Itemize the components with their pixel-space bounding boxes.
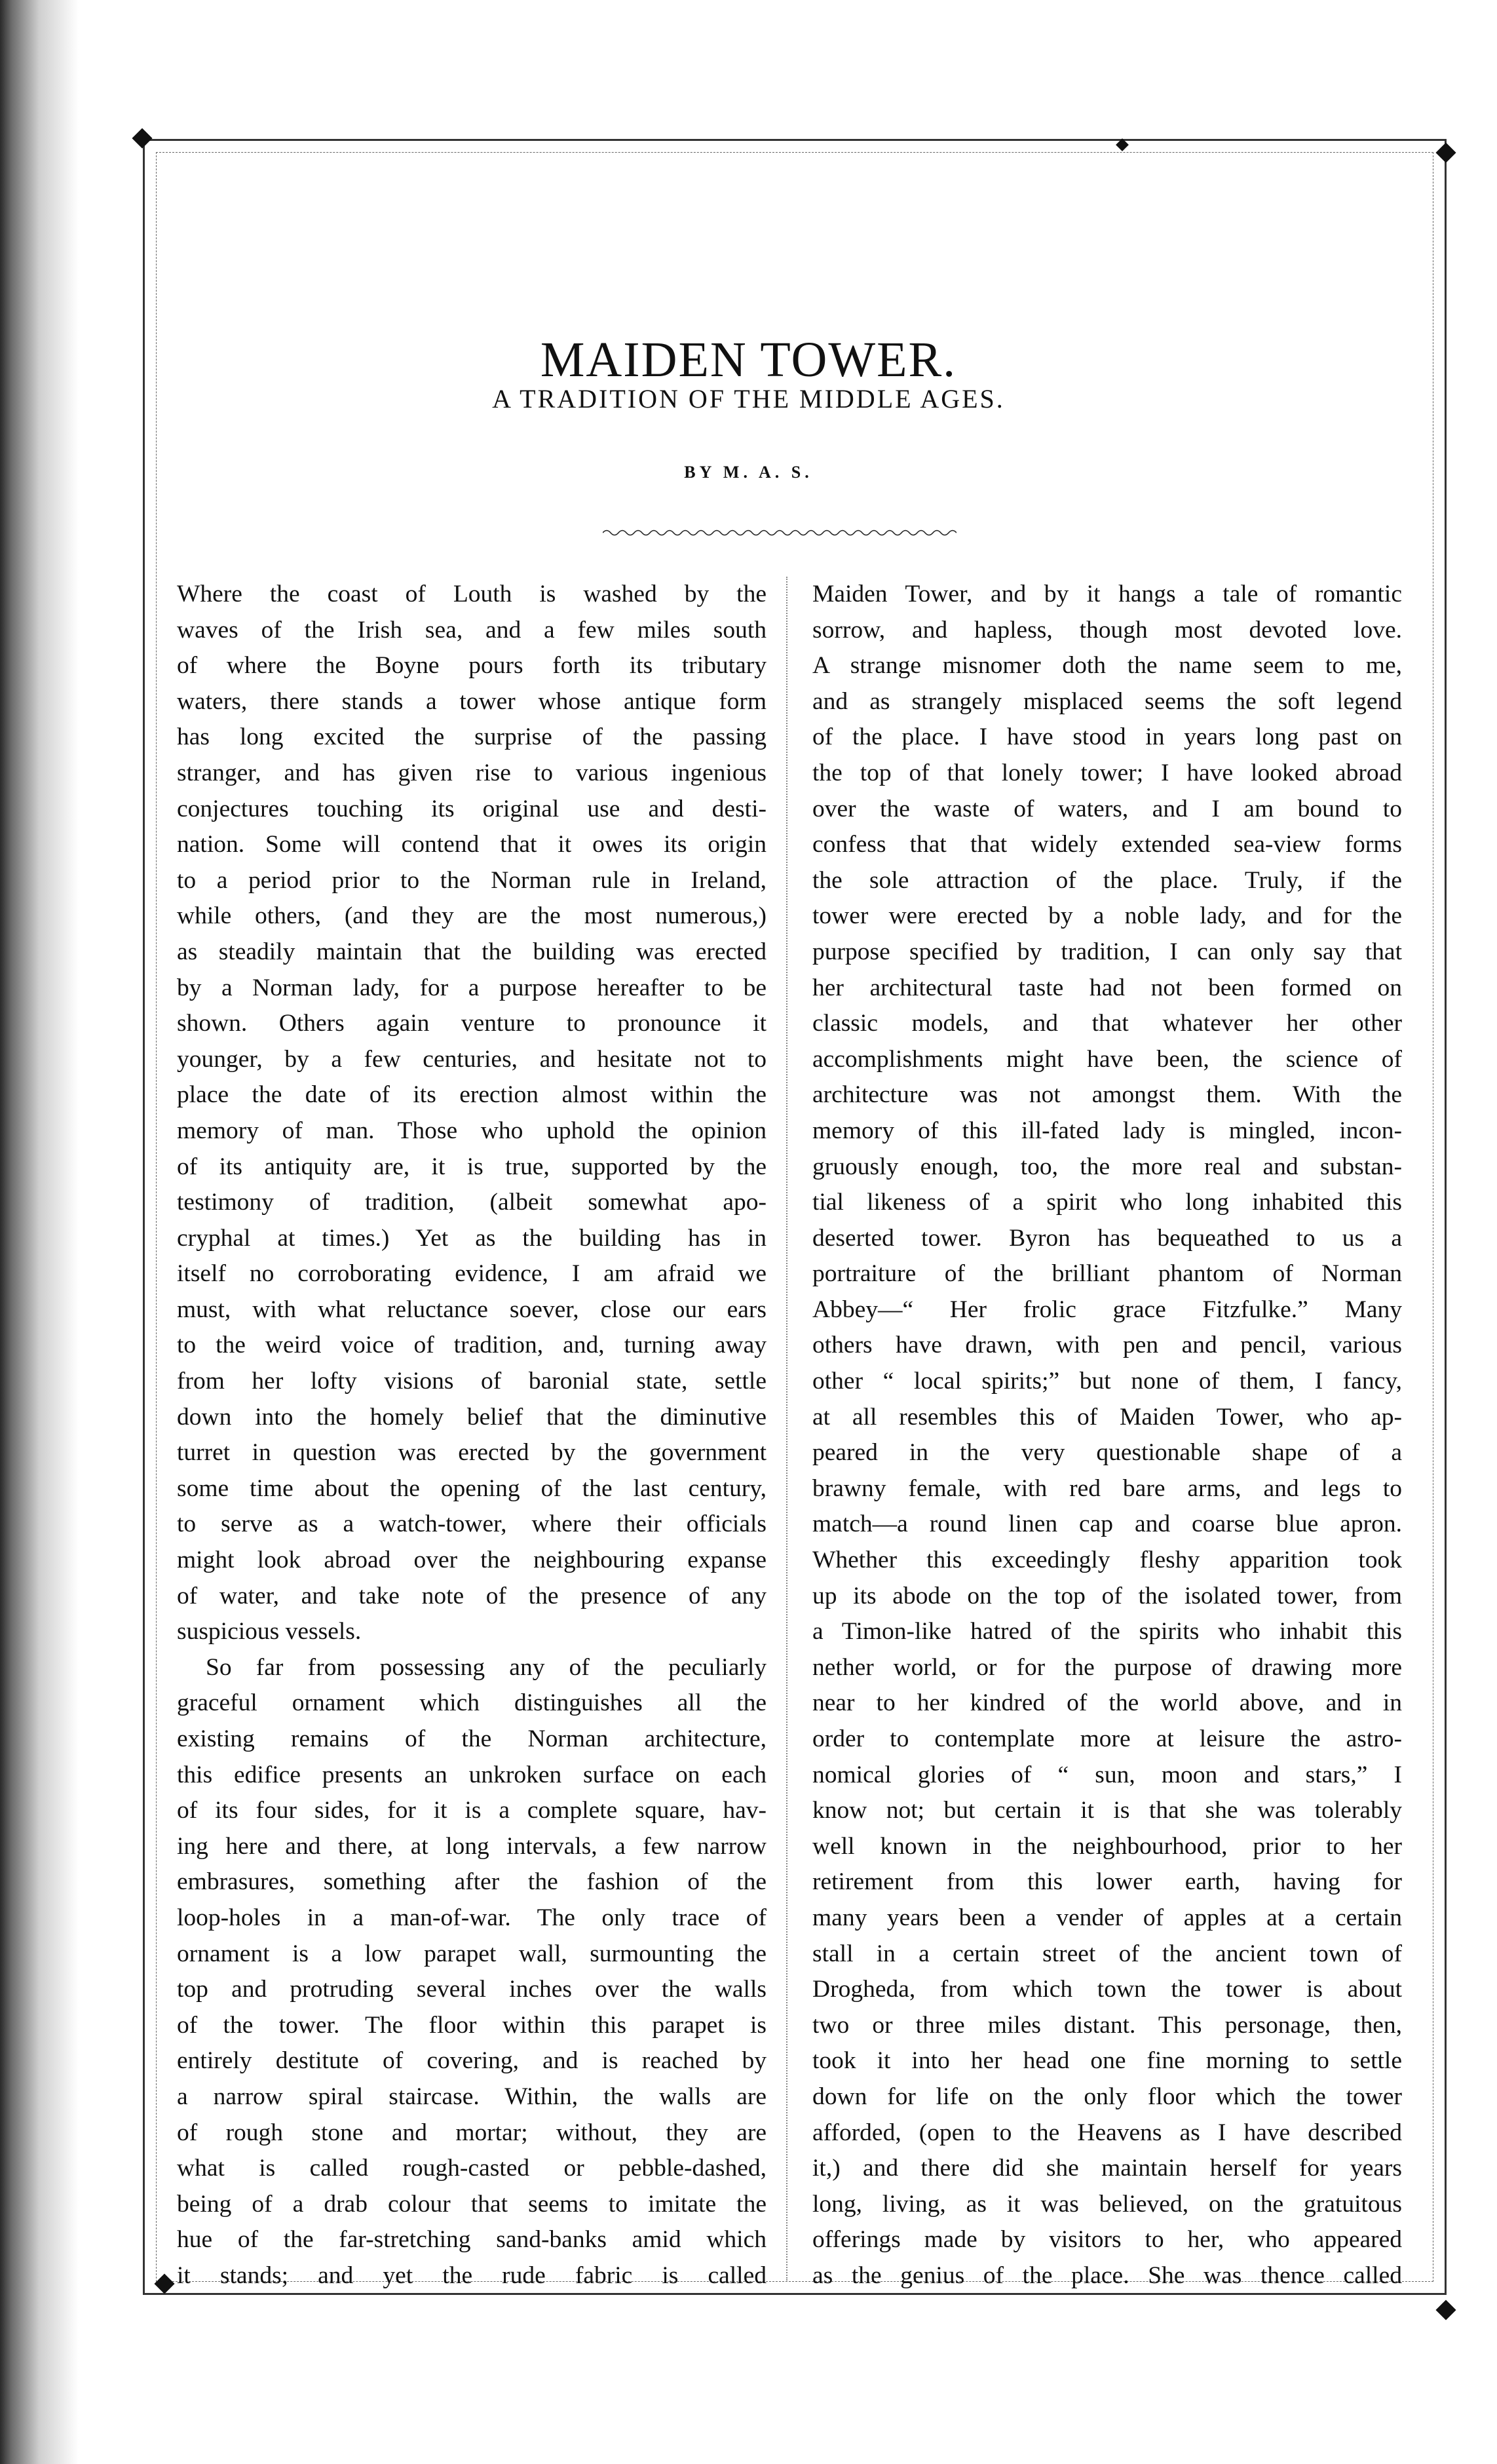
text-line: sorrow, and hapless, though most devoted love.: [812, 616, 1402, 644]
text-line: might look abroad over the neighbouring expanse: [177, 1547, 767, 1574]
text-line: and as strangely misplaced seems the soft legend: [812, 687, 1402, 715]
text-line: match—a round linen cap and coarse blue apron.: [812, 1511, 1402, 1538]
text-line: waves of the Irish sea, and a few miles south: [177, 616, 767, 644]
text-line: down into the homely belief that the diminutive: [177, 1403, 767, 1431]
text-line: of the place. I have stood in years long past on: [812, 723, 1402, 751]
text-line: of where the Boyne pours forth its tributary: [177, 652, 767, 680]
text-line: near to her kindred of the world above, and in: [812, 1689, 1402, 1717]
text-line: at all resembles this of Maiden Tower, who ap-: [812, 1403, 1402, 1431]
text-line: place the date of its erection almost within the: [177, 1081, 767, 1109]
text-line: as the genius of the place. She was thence called: [812, 2262, 1402, 2289]
text-line: her architectural taste had not been formed on: [812, 974, 1402, 1001]
text-line: as steadily maintain that the building was erected: [177, 938, 767, 965]
text-line: from her lofty visions of baronial state, settle: [177, 1368, 767, 1395]
text-line: being of a drab colour that seems to imitate the: [177, 2190, 767, 2218]
text-line: brawny female, with red bare arms, and legs to: [812, 1474, 1402, 1502]
text-line: offerings made by visitors to her, who appeared: [812, 2226, 1402, 2254]
text-line: So far from possessing any of the peculiarly: [206, 1653, 767, 1681]
text-line: a narrow spiral staircase. Within, the walls are: [177, 2083, 767, 2110]
text-line: of its antiquity are, it is true, supported by the: [177, 1153, 767, 1180]
text-line: A strange misnomer doth the name seem to me,: [812, 652, 1402, 680]
text-line: gruously enough, too, the more real and substan-: [812, 1153, 1402, 1180]
text-line: stranger, and has given rise to various ingenious: [177, 759, 767, 786]
text-line: ing here and there, at long intervals, a few narrow: [177, 1832, 767, 1860]
text-line: down for life on the only floor which the tower: [812, 2083, 1402, 2110]
text-line: it stands; and yet the rude fabric is called: [177, 2262, 767, 2289]
text-line: portraiture of the brilliant phantom of Norman: [812, 1260, 1402, 1288]
text-line: nation. Some will contend that it owes its origin: [177, 831, 767, 858]
text-line: retirement from this lower earth, having for: [812, 1868, 1402, 1896]
text-line: of its four sides, for it is a complete square, hav-: [177, 1797, 767, 1824]
text-line: many years been a vender of apples at a certain: [812, 1904, 1402, 1931]
text-line: the sole attraction of the place. Truly, if the: [812, 866, 1402, 894]
text-line: to serve as a watch-tower, where their officials: [177, 1511, 767, 1538]
text-line: peared in the very questionable shape of a: [812, 1439, 1402, 1467]
wavy-rule-divider: [603, 528, 957, 537]
text-line: Whether this exceedingly fleshy apparition took: [812, 1547, 1402, 1574]
text-line: must, with what reluctance soever, close our ears: [177, 1296, 767, 1323]
text-line: by a Norman lady, for a purpose hereafter to be: [177, 974, 767, 1001]
corner-ornament-bottom-right: [1435, 2300, 1456, 2320]
text-line: confess that that widely extended sea-view forms: [812, 831, 1402, 858]
text-line: to the weird voice of tradition, and, turning away: [177, 1332, 767, 1359]
text-line: turret in question was erected by the government: [177, 1439, 767, 1467]
text-line: loop-holes in a man-of-war. The only trace of: [177, 1904, 767, 1931]
text-line: stall in a certain street of the ancient town of: [812, 1940, 1402, 1967]
text-line: while others, (and they are the most numerous,): [177, 902, 767, 930]
text-line: graceful ornament which distinguishes all the: [177, 1689, 767, 1717]
text-line: over the waste of waters, and I am bound to: [812, 795, 1402, 822]
text-line: cryphal at times.) Yet as the building has in: [177, 1224, 767, 1252]
text-line: younger, by a few centuries, and hesitate not to: [177, 1045, 767, 1073]
text-line: entirely destitute of covering, and is reached by: [177, 2047, 767, 2075]
text-line: architecture was not amongst them. With the: [812, 1081, 1402, 1109]
article-byline: BY M. A. S.: [684, 463, 813, 482]
text-line: ornament is a low parapet wall, surmounting the: [177, 1940, 767, 1967]
article-title: MAIDEN TOWER.: [540, 332, 957, 387]
text-line: classic models, and that whatever her other: [812, 1010, 1402, 1037]
column-divider: [786, 577, 789, 2281]
text-line: nether world, or for the purpose of drawing more: [812, 1653, 1402, 1681]
text-line: shown. Others again venture to pronounce it: [177, 1010, 767, 1037]
text-line: purpose specified by tradition, I can only say that: [812, 938, 1402, 965]
text-line: Drogheda, from which town the tower is about: [812, 1976, 1402, 2003]
text-line: some time about the opening of the last century,: [177, 1474, 767, 1502]
text-line: testimony of tradition, (albeit somewhat apo-: [177, 1189, 767, 1216]
text-line: of the tower. The floor within this parapet is: [177, 2011, 767, 2039]
article-subtitle: A TRADITION OF THE MIDDLE AGES.: [492, 384, 1005, 414]
text-line: Abbey—“ Her frolic grace Fitzfulke.” Many: [812, 1296, 1402, 1323]
text-line: a Timon-like hatred of the spirits who inhabit this: [812, 1618, 1402, 1646]
text-line: waters, there stands a tower whose antique form: [177, 687, 767, 715]
text-line: accomplishments might have been, the science of: [812, 1045, 1402, 1073]
text-line: this edifice presents an unkroken surface on each: [177, 1761, 767, 1788]
text-line: conjectures touching its original use and desti-: [177, 795, 767, 822]
text-line: two or three miles distant. This personage, then,: [812, 2011, 1402, 2039]
text-line: Where the coast of Louth is washed by the: [177, 581, 767, 607]
text-line: tial likeness of a spirit who long inhabited this: [812, 1189, 1402, 1216]
text-line: hue of the far-stretching sand-banks amid which: [177, 2226, 767, 2254]
text-line: afforded, (open to the Heavens as I have described: [812, 2119, 1402, 2146]
text-line: existing remains of the Norman architecture,: [177, 1725, 767, 1752]
text-line: it,) and there did she maintain herself for years: [812, 2155, 1402, 2182]
text-line: top and protruding several inches over the walls: [177, 1976, 767, 2003]
text-line: others have drawn, with pen and pencil, various: [812, 1332, 1402, 1359]
text-line: embrasures, something after the fashion of the: [177, 1868, 767, 1896]
text-line: nomical glories of “ sun, moon and stars,” I: [812, 1761, 1402, 1788]
text-line: know not; but certain it is that she was tolerably: [812, 1797, 1402, 1824]
text-line: well known in the neighbourhood, prior to her: [812, 1832, 1402, 1860]
text-line: itself no corroborating evidence, I am afraid we: [177, 1260, 767, 1288]
text-line: order to contemplate more at leisure the astro-: [812, 1725, 1402, 1752]
text-line: what is called rough-casted or pebble-dashed,: [177, 2155, 767, 2182]
text-line: of rough stone and mortar; without, they are: [177, 2119, 767, 2146]
text-column-right: [812, 577, 1402, 2294]
text-line: of water, and take note of the presence of any: [177, 1582, 767, 1609]
text-line: Maiden Tower, and by it hangs a tale of romantic: [812, 581, 1402, 607]
text-line: suspicious vessels.: [177, 1618, 362, 1646]
text-line: memory of this ill-fated lady is mingled, incon-: [812, 1117, 1402, 1144]
text-line: up its abode on the top of the isolated tower, from: [812, 1582, 1402, 1609]
text-line: took it into her head one fine morning to settle: [812, 2047, 1402, 2075]
text-line: deserted tower. Byron has bequeathed to us a: [812, 1224, 1402, 1252]
text-column-left: [177, 577, 767, 2294]
text-line: long, living, as it was believed, on the gratuitous: [812, 2190, 1402, 2218]
text-line: memory of man. Those who uphold the opinion: [177, 1117, 767, 1144]
text-line: the top of that lonely tower; I have looked abroad: [812, 759, 1402, 786]
text-line: tower were erected by a noble lady, and for the: [812, 902, 1402, 930]
text-line: other “ local spirits;” but none of them, I fancy,: [812, 1368, 1402, 1395]
text-line: has long excited the surprise of the passing: [177, 723, 767, 751]
text-line: to a period prior to the Norman rule in Ireland,: [177, 866, 767, 894]
